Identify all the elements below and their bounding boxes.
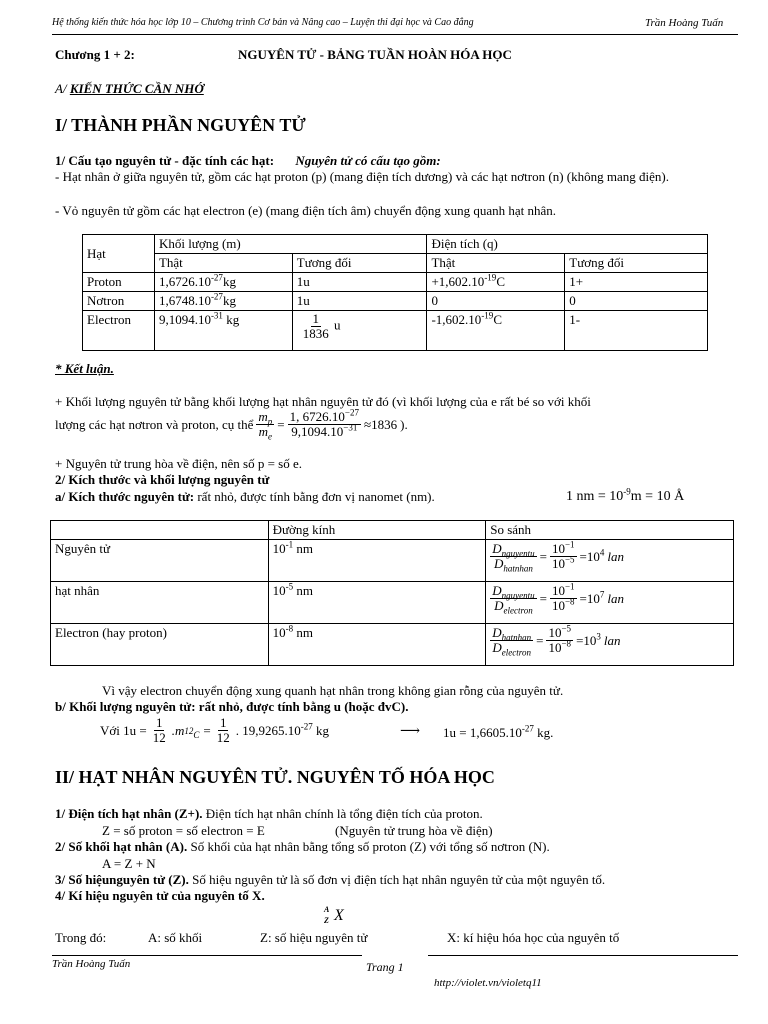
th-charge-real: Thật [427,254,565,273]
ratio-r-exp: 3 [596,631,601,642]
cell-name: Electron (hay proton) [51,624,269,666]
lan: lan [607,590,625,606]
approx: ≈1836 [363,416,398,432]
lan: lan [603,632,621,648]
cell-charge-rel: 0 [565,292,708,311]
th-mass-rel: Tương đối [292,254,427,273]
cell-compare: $\frac{D_{nguyentu}}{D_{hatnhan}}$ = $\frac{10^{-1}}{10^{-5}}$ $=10^4$ lan [486,540,734,582]
ratio-d-exp: −8 [564,596,575,607]
header-left: Hệ thống kiến thức hóa học lớp 10 – Chương trình Cơ bản và Nâng cao – Luyện thi đại học và Cao đẳng [52,17,474,28]
th-charge-rel: Tương đối [565,254,708,273]
D2: D [494,598,504,613]
d-exp: -5 [285,581,294,592]
p2-s1-eq: Z = số proton = số electron = E [102,823,265,838]
cell-charge-rel: 1+ [565,273,708,292]
cell-diameter [268,582,486,624]
arrow-icon: ⟶ [400,724,421,739]
section-a-title: KIẾN THỨC CẦN NHỚ [69,81,204,96]
part2-title: II/ HẠT NHÂN NGUYÊN TỬ. NGUYÊN TỐ HÓA HỌC [55,767,495,787]
conclusion-l1a: + Khối lượng nguyên tử bằng khối lượng hạt nhân nguyên tử đó (vì khối lượng của e rất bé so với khối [55,394,591,409]
m12: .m [171,722,185,738]
ratio-n-exp: −5 [561,623,572,634]
nm-unit-exp: -9 [623,486,631,497]
D1-sub: nguyentu [501,548,535,559]
footer-page: Trang 1 [366,960,404,974]
p2-s2 [55,838,550,855]
cell-diameter [268,624,486,666]
eq: = [203,722,211,738]
nm-unit-base: 1 nm = 10 [566,489,624,504]
cell-name: Nguyên tử [51,540,269,582]
cell-mass-rel [292,311,427,351]
mass-exp: -27 [210,272,223,283]
chapter-title: NGUYÊN TỬ - BẢNG TUẦN HOÀN HÓA HỌC [238,47,512,62]
p2-s1 [55,805,483,822]
close-paren: ). [400,416,408,432]
lan: lan [607,548,625,564]
mass-value: 9,1094.10 [158,312,211,327]
section-a-prefix: A/ [55,81,67,96]
table-row [83,273,708,292]
s2-b: 2/ Số khối hạt nhân (A). [55,839,188,854]
table-row [83,292,708,311]
ratio-d: 10 [551,556,565,571]
cell-diameter [268,540,486,582]
ratio-num: 1, 6726.10 [289,409,345,424]
part1-line2: - Vỏ nguyên tử gồm các hạt electron (e) (mang điện tích âm) chuyển động xung quanh hạt nhân. [55,203,557,218]
size-title: 2/ Kích thước và khối lượng nguyên tử [55,472,270,487]
mass-exp: -27 [210,291,223,302]
s2-t: Số khối của hạt nhân bằng tổng số proton (Z) với tổng số nơtron (N). [187,839,550,854]
mass-unit: kg [222,312,240,327]
cell-mass-rel: 1u [292,292,427,311]
charge-exp: -19 [481,310,494,321]
charge-exp: -19 [484,272,497,283]
frac-twelve: 12 [152,730,166,745]
charge-unit: C [496,274,505,289]
table-row [51,540,734,582]
void-line: Vì vậy electron chuyển động xung quanh hạt nhân trong không gian rỗng của nguyên tử. [102,683,564,698]
d-value: 10 [272,625,286,640]
D2-sub: hatnhan [503,563,533,574]
where-z: Z: số hiệu nguyên tử [260,930,368,945]
ratio-d: 10 [548,640,562,655]
frac-num: 1 [312,311,320,326]
s3-t: Số hiệu nguyên tử là số đơn vị điện tích hạt nhân nguyên tử của một nguyên tố. [188,872,606,887]
d-value: 10 [272,541,286,556]
val-unit: kg [312,722,329,738]
d-exp: -1 [285,539,294,550]
d-unit: nm [293,583,313,598]
mass-value: 1,6726.10 [158,274,211,289]
table-row [83,311,708,351]
res: 1u = 1,6605.10 [443,725,522,740]
mass-b-title: b/ Khối lượng nguyên tử: rất nhỏ, được tính bằng u (hoặc đvC). [55,699,409,714]
section-a [55,81,204,97]
ratio-n-exp: −1 [564,539,575,550]
cell-mass [154,311,292,351]
ratio-d: 10 [551,598,565,613]
part1-line1: - Hạt nhân ở giữa nguyên tử, gồm các hạt proton (p) (mang điện tích dương) và các hạt nơtron (n) (không mang điện). [55,169,669,184]
cell-name: Nơtron [83,292,155,311]
res-exp: -27 [521,723,534,734]
D1: D [492,625,502,640]
mp-me-fraction [256,409,274,442]
size-a-title: a/ Kích thước nguyên tử: [55,489,195,504]
cell-name: Electron [83,311,155,351]
val: . 19,9265.10 [235,722,301,738]
d-unit: nm [293,625,313,640]
table-row [51,582,734,624]
m12-sub: C [193,730,200,741]
frac-one: 1 [155,715,163,730]
th-mass: Khối lượng (m) [154,235,427,254]
p2-s2-eq: A = Z + N [102,856,156,871]
ratio-d-exp: −8 [561,638,572,649]
th-diameter: Đường kính [268,521,486,540]
cell-compare: $\frac{D_{hatnhan}}{D_{electron}}$ = $\frac{10^{-5}}{10^{-8}}$ $=10^3$ lan [486,624,734,666]
mass-value: 1,6748.10 [158,293,211,308]
ratio-fraction [288,407,361,439]
particle-table [82,234,708,351]
d-exp: -8 [285,623,294,634]
nuclide-symbol [322,905,352,929]
header-right: Trần Hoàng Tuấn [645,17,724,29]
cell-charge-rel: 1- [565,311,708,351]
cell-charge [427,273,565,292]
D1: D [492,541,502,556]
conclusion-l2: + Nguyên tử trung hòa về điện, nên số p = số e. [55,456,302,471]
p2-s1-note: (Nguyên tử trung hòa về điện) [335,823,493,838]
footer-rule-left [52,955,362,956]
footer-rule-right [428,955,738,956]
s1-subtitle: Nguyên tử có cấu tạo gồm: [295,153,441,168]
footer-url[interactable]: http://violet.vn/violetq11 [434,977,542,989]
nm-unit [566,488,684,505]
size-a-text: rất nhỏ, được tính bằng đơn vị nanomet (nm). [194,489,435,504]
s3-b: 3/ Số hiệunguyên tử (Z). [55,872,189,887]
where-a: A: số khối [148,930,203,945]
chapter-label: Chương 1 + 2: [55,47,135,62]
ratio-den-exp: −31 [343,422,358,433]
s1-title: 1/ Cấu tạo nguyên tử - đặc tính các hạt: [55,153,275,168]
cell-name: Proton [83,273,155,292]
nm-unit-rest: m = 10 Å [630,489,685,504]
cell-name: hạt nhân [51,582,269,624]
voi: Với 1u = [100,722,147,738]
ratio-n-exp: −1 [564,581,575,592]
th-compare: So sánh [486,521,734,540]
me-sub: e [268,431,273,442]
header-rule [52,34,738,35]
conclusion-title: * Kết luận. [55,361,114,376]
size-table [50,520,734,666]
u-definition [100,716,329,745]
ratio-r: =10 [579,590,600,606]
charge-value: -1,602.10 [431,312,482,327]
l1b-text: lượng các hạt nơtron và proton, cụ thể [55,416,254,432]
me: m [258,424,269,439]
mp: m [258,409,268,424]
cell-compare: $\frac{D_{nguyentu}}{D_{electron}}$ = $\frac{10^{-1}}{10^{-8}}$ $=10^7$ lan [486,582,734,624]
ratio-den: 9,1094.10 [291,424,344,439]
frac-den: 1836 [302,326,329,341]
frac-one-2: 1 [219,715,227,730]
part1-title: I/ THÀNH PHẦN NGUYÊN TỬ [55,115,306,135]
m12-sup: 12 [184,726,194,737]
mass-unit: kg [222,293,236,308]
res-unit: kg. [533,725,554,740]
D2: D [493,556,504,571]
D1-sub: hatnhan [501,632,532,643]
ratio-n: 10 [551,583,565,598]
sym-a: A [324,905,330,914]
ratio-d-exp: −5 [564,554,575,565]
ratio-r-exp: 4 [599,547,605,558]
where-x: X: kí hiệu hóa học của nguyên tố [447,930,620,945]
cell-mass [154,292,292,311]
th-charge: Điện tích (q) [427,235,708,254]
val-exp: -27 [300,721,313,732]
D1-sub: nguyentu [501,590,535,601]
conclusion-l1b: lượng các hạt nơtron và proton, cụ thể $\frac{m_p}{m_e}$ = $\frac{1, 6726.10^{-27}}{9,1094.10^{-31}}$ ≈1836 ). [55,407,408,442]
sym-z: Z [324,916,329,925]
ratio-r: =10 [576,632,597,648]
charge-value: +1,602.10 [431,274,485,289]
table-row [51,624,734,666]
p2-s4: 4/ Kí hiệu nguyên tử của nguyên tố X. [55,888,265,903]
D1: D [492,583,502,598]
sym-x: X [334,907,344,924]
cell-mass [154,273,292,292]
th-hat: Hạt [83,235,155,273]
s1-b: 1/ Điện tích hạt nhân (Z+). [55,806,203,821]
ratio-n: 10 [551,541,565,556]
D2-sub: electron [501,647,531,658]
size-a [55,488,435,505]
d-unit: nm [293,541,313,556]
cell-mass-rel: 1u [292,273,427,292]
fraction [301,312,331,341]
ratio-r-exp: 7 [599,589,605,600]
where-label: Trong đó: [55,930,107,945]
cell-charge: 0 [427,292,565,311]
charge-unit: C [493,312,502,327]
u-result [443,725,553,741]
mass-unit: kg [222,274,236,289]
ratio-num-exp: −27 [344,407,359,418]
D2: D [492,640,502,655]
th-empty [51,521,269,540]
frac-twelve-2: 12 [216,730,230,745]
ratio-r: =10 [579,548,600,564]
th-mass-real: Thật [154,254,292,273]
p2-s3 [55,871,605,888]
mp-sub: p [267,416,273,427]
cell-charge [427,311,565,351]
d-value: 10 [272,583,286,598]
s1-t: Điện tích hạt nhân chính là tổng điện tích của proton. [202,806,483,821]
mass-exp: -31 [210,310,223,321]
footer-author: Trần Hoàng Tuấn [52,958,131,970]
rel-unit: u [334,317,341,333]
D2-sub: electron [503,605,533,616]
ratio-n: 10 [548,625,562,640]
part1-s1 [55,152,441,169]
